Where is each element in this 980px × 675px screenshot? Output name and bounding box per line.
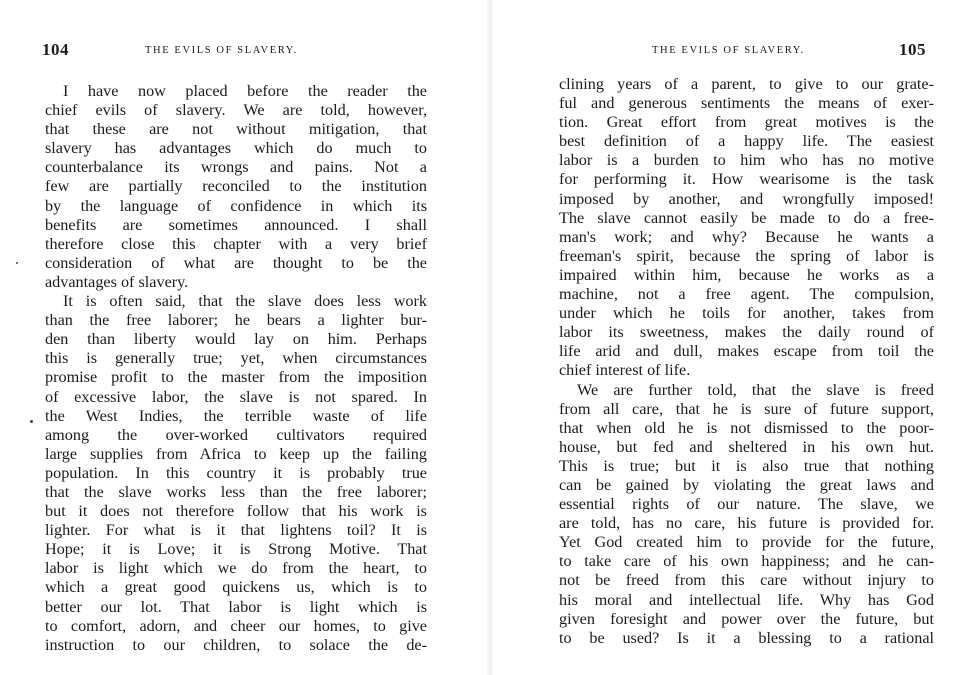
text-line: among the over-worked cultivators required xyxy=(45,425,427,444)
page-body xyxy=(559,75,934,648)
text-line: life arid and dull, makes escape from toil the xyxy=(559,342,934,361)
text-line: instruction to our children, to solace the de- xyxy=(45,635,427,654)
page-body xyxy=(45,82,427,655)
text-line: large supplies from Africa to keep up the failing xyxy=(45,444,427,463)
text-line: lighter. For what is it that lightens toil? It is xyxy=(45,521,427,540)
text-line: his moral and intellectual life. Why has God xyxy=(559,590,934,609)
text-line: chief interest of life. xyxy=(559,361,691,380)
text-line: few are partially reconciled to the institution xyxy=(45,177,427,196)
text-line: population. In this country it is probably true xyxy=(45,463,427,482)
text-line: labor its sweetness, makes the daily round of xyxy=(559,323,934,342)
text-line: to take care of his own happiness; and he can- xyxy=(559,552,934,571)
text-line: promise profit to the master from the imposition xyxy=(45,368,427,387)
text-line: to comfort, adorn, and cheer our homes, to give xyxy=(45,616,427,635)
scan-speck xyxy=(30,420,33,423)
text-line: ful and generous sentiments the means of exer- xyxy=(559,94,934,113)
text-line: machine, not a free agent. The compulsion, xyxy=(559,285,934,304)
text-line: den than liberty would lay on him. Perhaps xyxy=(45,330,427,349)
text-line: not be freed from this care without injury to xyxy=(559,571,934,590)
text-line: from all care, that he is sure of future support, xyxy=(559,399,934,418)
text-line: the West Indies, the terrible waste of life xyxy=(45,406,427,425)
text-line: We are further told, that the slave is freed xyxy=(577,380,934,399)
text-line: Yet God created him to provide for the future, xyxy=(559,533,934,552)
text-line: consideration of what are thought to be the xyxy=(45,253,427,272)
text-line: imposed by another, and wrongfully imposed! xyxy=(559,189,934,208)
text-line: which a great good quickens us, which is to xyxy=(45,578,427,597)
page-number: 105 xyxy=(899,40,926,59)
text-line: best definition of a happy life. The easiest xyxy=(559,132,934,151)
text-line: chief evils of slavery. We are told, however, xyxy=(45,101,427,120)
text-line: freeman's spirit, because the spring of labor is xyxy=(559,246,934,265)
text-line: impaired within him, because he works as a xyxy=(559,265,934,284)
text-line: but it does not therefore follow that his work is xyxy=(45,502,427,521)
text-line: This is true; but it is also true that nothing xyxy=(559,456,934,475)
text-line: therefore close this chapter with a very brief xyxy=(45,234,427,253)
page-number: 104 xyxy=(42,40,69,59)
text-line: that these are not without mitigation, that xyxy=(45,120,427,139)
text-line: Hope; it is Love; it is Strong Motive. That xyxy=(45,540,427,559)
text-line: better our lot. That labor is light which is xyxy=(45,597,427,616)
text-line: labor is a burden to him who has no motive xyxy=(559,151,934,170)
text-line: of excessive labor, the slave is not spared. In xyxy=(45,387,427,406)
text-line: labor is light which we do from the heart, to xyxy=(45,559,427,578)
text-line: I have now placed before the reader the xyxy=(63,82,427,100)
scan-speck xyxy=(16,262,18,264)
text-line: counterbalance its wrongs and pains. Not a xyxy=(45,158,427,177)
text-line: man's work; and why? Because he wants a xyxy=(559,227,934,246)
text-line: tion. Great effort from great motives is the xyxy=(559,113,934,132)
text-line: by the language of confidence in which its xyxy=(45,196,427,215)
right-page xyxy=(490,0,980,675)
text-line: that when old he is not dismissed to the poor- xyxy=(559,418,934,437)
text-line: to be used? Is it a blessing to a rational xyxy=(559,628,934,647)
text-line: The slave cannot easily be made to do a free- xyxy=(559,208,934,227)
text-line: given foresight and power over the future, but xyxy=(559,609,934,628)
text-line: slavery has advantages which do much to xyxy=(45,139,427,158)
text-line: are told, has no care, his future is provided for. xyxy=(559,514,934,533)
text-line: essential rights of our nature. The slave, we xyxy=(559,495,934,514)
text-line: advantages of slavery. xyxy=(45,272,189,291)
text-line: than the free laborer; he bears a lighter bur- xyxy=(45,311,427,330)
text-line: house, but fed and sheltered in his own hut. xyxy=(559,437,934,456)
text-line: It is often said, that the slave does less work xyxy=(63,292,427,311)
text-line: this is generally true; yet, when circumstances xyxy=(45,349,427,368)
text-line: benefits are sometimes announced. I shall xyxy=(45,215,427,234)
text-line: for performing it. How wearisome is the task xyxy=(559,170,934,189)
text-line: under which he toils for another, takes from xyxy=(559,304,934,323)
text-line: clining years of a parent, to give to our grate- xyxy=(559,75,934,93)
text-line: that the slave works less than the free laborer; xyxy=(45,482,427,501)
running-head: THE EVILS OF SLAVERY. xyxy=(652,45,805,56)
running-head: THE EVILS OF SLAVERY. xyxy=(145,45,298,56)
text-line: can be gained by violating the great laws and xyxy=(559,475,934,494)
